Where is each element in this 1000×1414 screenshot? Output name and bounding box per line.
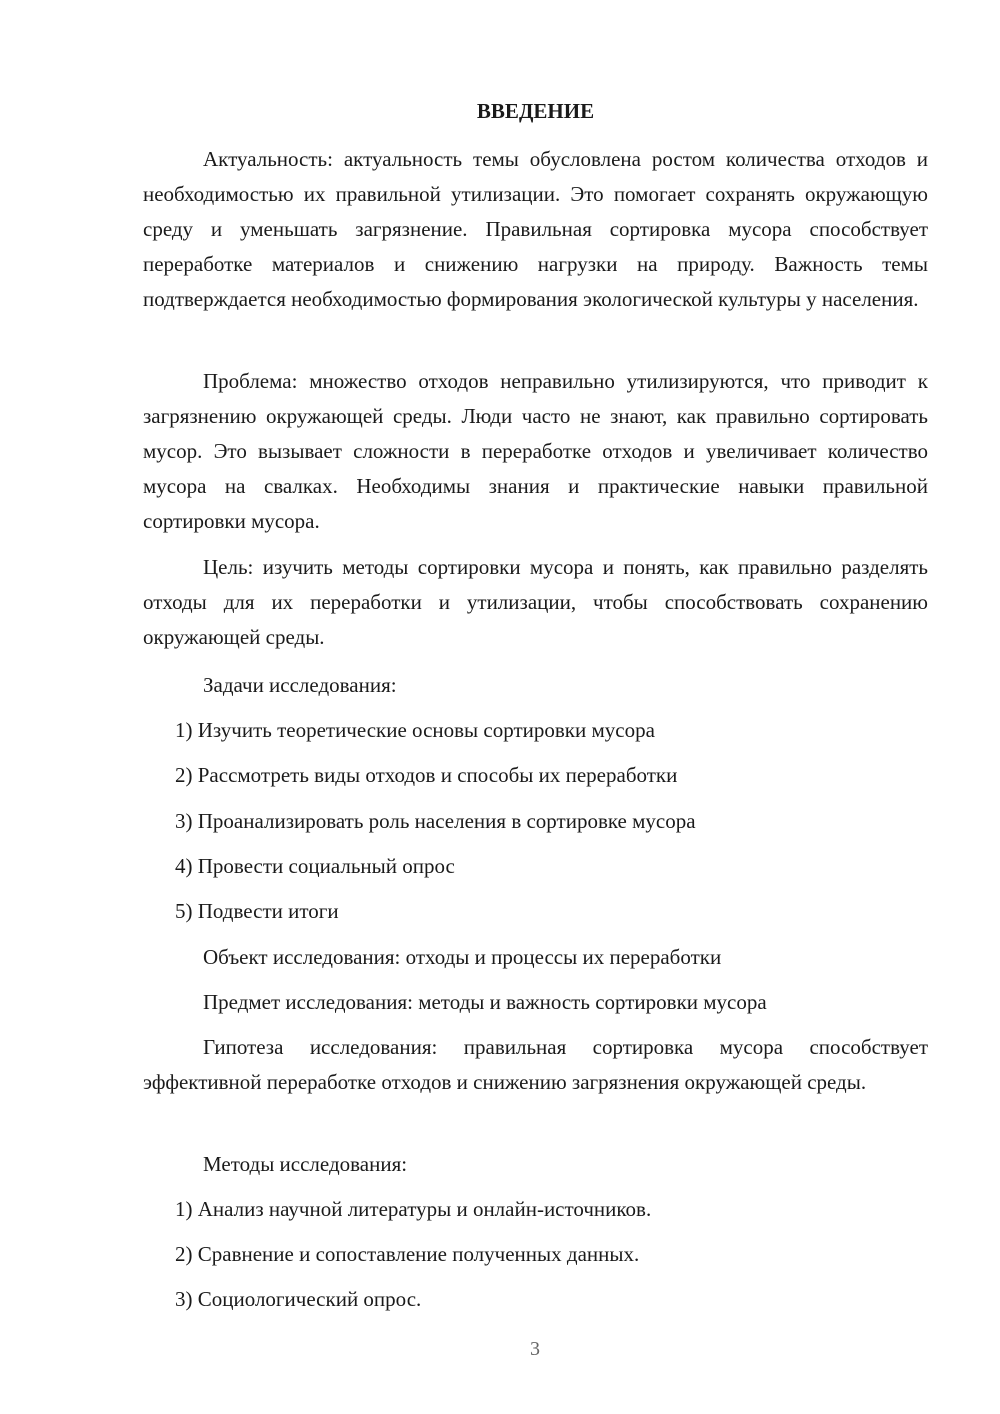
hypothesis-paragraph: Гипотеза исследования: правильная сортировка мусора способствует эффективной переработке отходов и снижению загрязнения окружающей среды. <box>143 1035 928 1094</box>
task-item: 3) Проанализировать роль населения в сортировке мусора <box>175 809 696 833</box>
research-subject: Предмет исследования: методы и важность сортировки мусора <box>203 990 767 1014</box>
page-title: ВВЕДЕНИЕ <box>476 99 595 123</box>
relevance-paragraph: Актуальность: актуальность темы обусловлена ростом количества отходов и необходимостью их правильной утилизации. Это помогает сохранять окружающую среду и уменьшать загрязнение. Правильная сортировка мусора способствует переработке материалов и снижению нагрузки на природу. Важность темы подтверждается необходимостью формирования экологической культуры у населения. <box>143 147 928 311</box>
task-item: 4) Провести социальный опрос <box>175 854 455 878</box>
problem-paragraph: Проблема: множество отходов неправильно утилизируются, что приводит к загрязнению окружающей среды. Люди часто не знают, как правильно сортировать мусор. Это вызывает сложности в переработке отходов и увеличивает количество мусора на свалках. Необходимы знания и практические навыки правильной сортировки мусора. <box>143 369 928 533</box>
task-item: 2) Рассмотреть виды отходов и способы их переработки <box>175 763 678 787</box>
task-item: 1) Изучить теоретические основы сортировки мусора <box>175 718 655 742</box>
methods-heading: Методы исследования: <box>203 1152 408 1176</box>
method-item: 2) Сравнение и сопоставление полученных данных. <box>175 1242 640 1266</box>
tasks-heading: Задачи исследования: <box>203 673 397 697</box>
goal-paragraph: Цель: изучить методы сортировки мусора и понять, как правильно разделять отходы для их переработки и утилизации, чтобы способствовать сохранению окружающей среды. <box>143 555 928 649</box>
task-item: 5) Подвести итоги <box>175 899 339 923</box>
page-number: 3 <box>530 1338 540 1360</box>
method-item: 1) Анализ научной литературы и онлайн-источников. <box>175 1197 652 1221</box>
research-object: Объект исследования: отходы и процессы их переработки <box>203 945 722 969</box>
method-item: 3) Социологический опрос. <box>175 1287 422 1311</box>
